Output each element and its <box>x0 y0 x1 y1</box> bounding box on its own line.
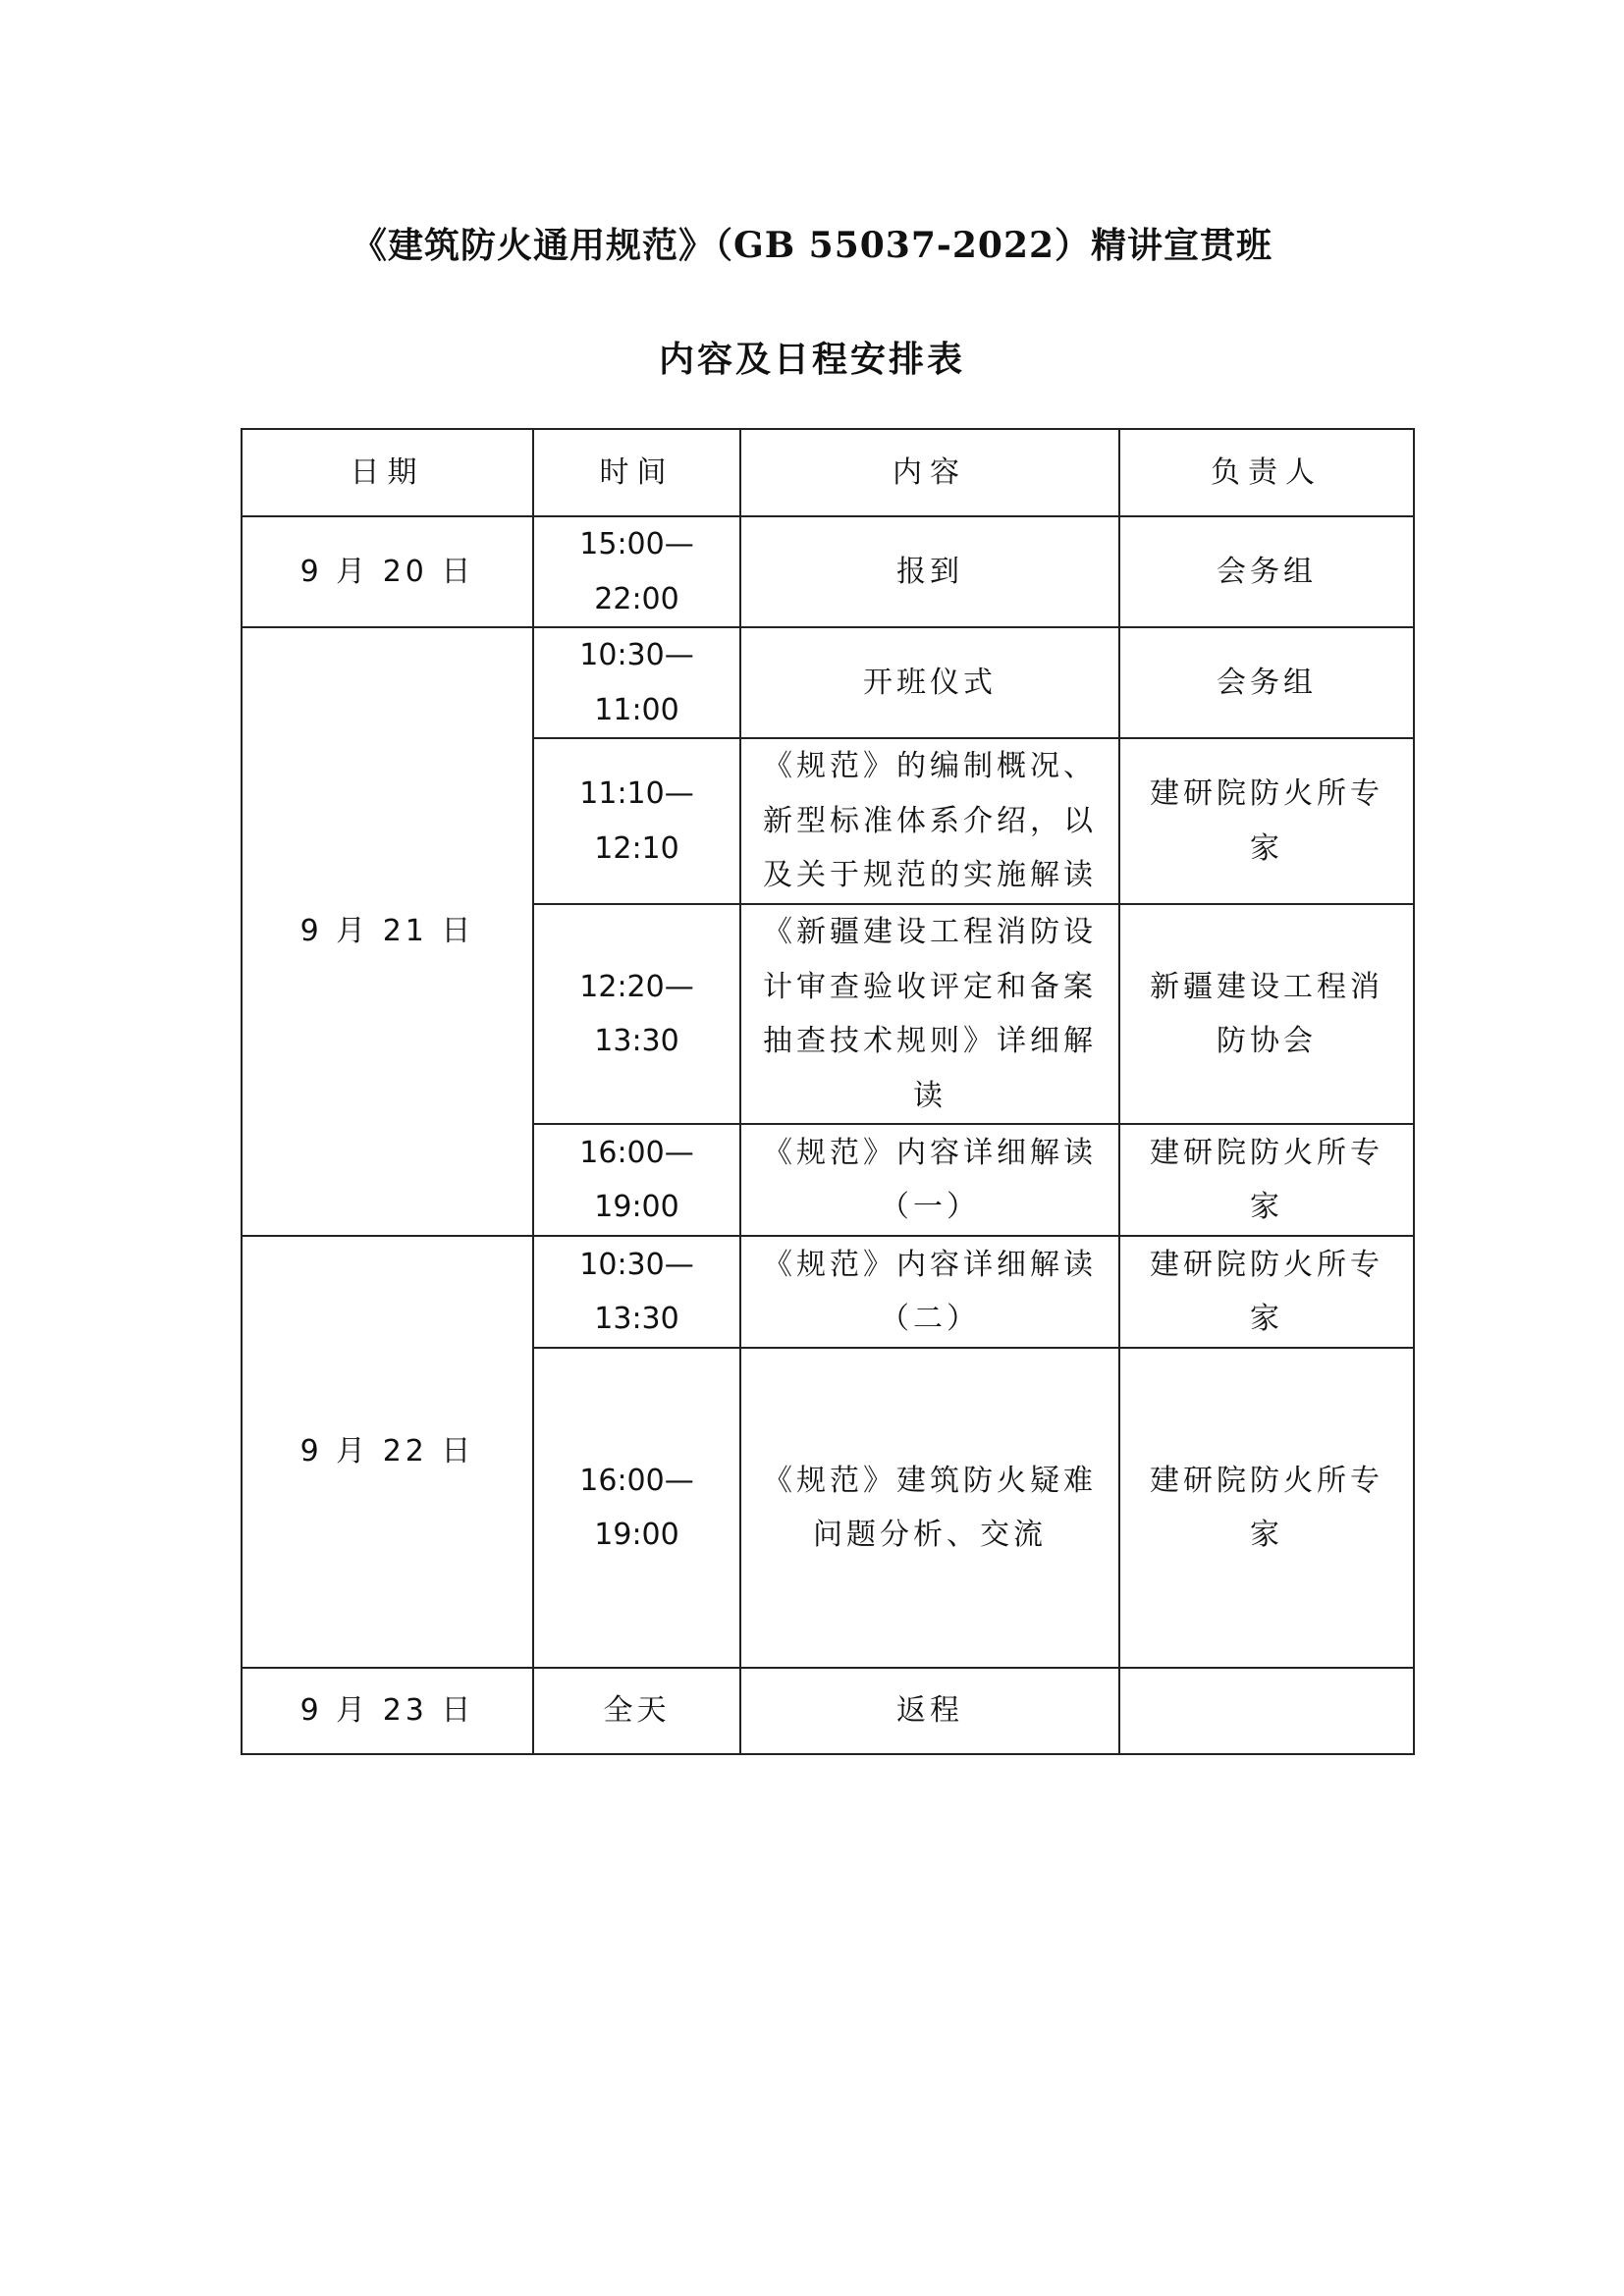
schedule-table <box>241 428 1415 1755</box>
time-cell: 16:00—19:00 <box>533 1348 740 1668</box>
time-cell: 12:20—13:30 <box>533 904 740 1124</box>
header-content: 内容 <box>740 429 1119 516</box>
header-owner: 负责人 <box>1119 429 1414 516</box>
owner-cell: 会务组 <box>1119 627 1414 738</box>
time-cell: 11:10—12:10 <box>533 738 740 904</box>
owner-cell: 建研院防火所专家 <box>1119 1236 1414 1348</box>
content-cell: 《规范》内容详细解读（一） <box>740 1124 1119 1236</box>
table-header-row <box>242 429 1414 516</box>
content-cell: 返程 <box>740 1668 1119 1754</box>
owner-cell: 会务组 <box>1119 516 1414 627</box>
owner-cell: 新疆建设工程消防协会 <box>1119 904 1414 1124</box>
content-cell: 开班仪式 <box>740 627 1119 738</box>
date-cell: 9 月 20 日 <box>242 516 533 627</box>
date-cell: 9 月 22 日 <box>242 1236 533 1668</box>
time-cell: 15:00—22:00 <box>533 516 740 627</box>
content-cell: 《规范》内容详细解读（二） <box>740 1236 1119 1348</box>
date-cell: 9 月 21 日 <box>242 627 533 1236</box>
date-cell: 9 月 23 日 <box>242 1668 533 1754</box>
header-time: 时间 <box>533 429 740 516</box>
time-cell: 10:30—13:30 <box>533 1236 740 1348</box>
table-row <box>242 516 1414 627</box>
time-cell: 16:00—19:00 <box>533 1124 740 1236</box>
owner-cell: 建研院防火所专家 <box>1119 1348 1414 1668</box>
time-cell: 10:30—11:00 <box>533 627 740 738</box>
owner-cell <box>1119 1668 1414 1754</box>
table-row <box>242 1236 1414 1348</box>
content-cell: 《规范》的编制概况、新型标准体系介绍，以及关于规范的实施解读 <box>740 738 1119 904</box>
owner-cell: 建研院防火所专家 <box>1119 738 1414 904</box>
header-date: 日期 <box>242 429 533 516</box>
document-subtitle: 内容及日程安排表 <box>658 339 965 380</box>
time-cell: 全天 <box>533 1668 740 1754</box>
content-cell: 报到 <box>740 516 1119 627</box>
table-row <box>242 627 1414 738</box>
table-row <box>242 1668 1414 1754</box>
content-cell: 《规范》建筑防火疑难问题分析、交流 <box>740 1348 1119 1668</box>
document-title: 《建筑防火通用规范》（GB 55037-2022）精讲宣贯班 <box>351 225 1273 266</box>
content-cell: 《新疆建设工程消防设计审查验收评定和备案抽查技术规则》详细解读 <box>740 904 1119 1124</box>
owner-cell: 建研院防火所专家 <box>1119 1124 1414 1236</box>
